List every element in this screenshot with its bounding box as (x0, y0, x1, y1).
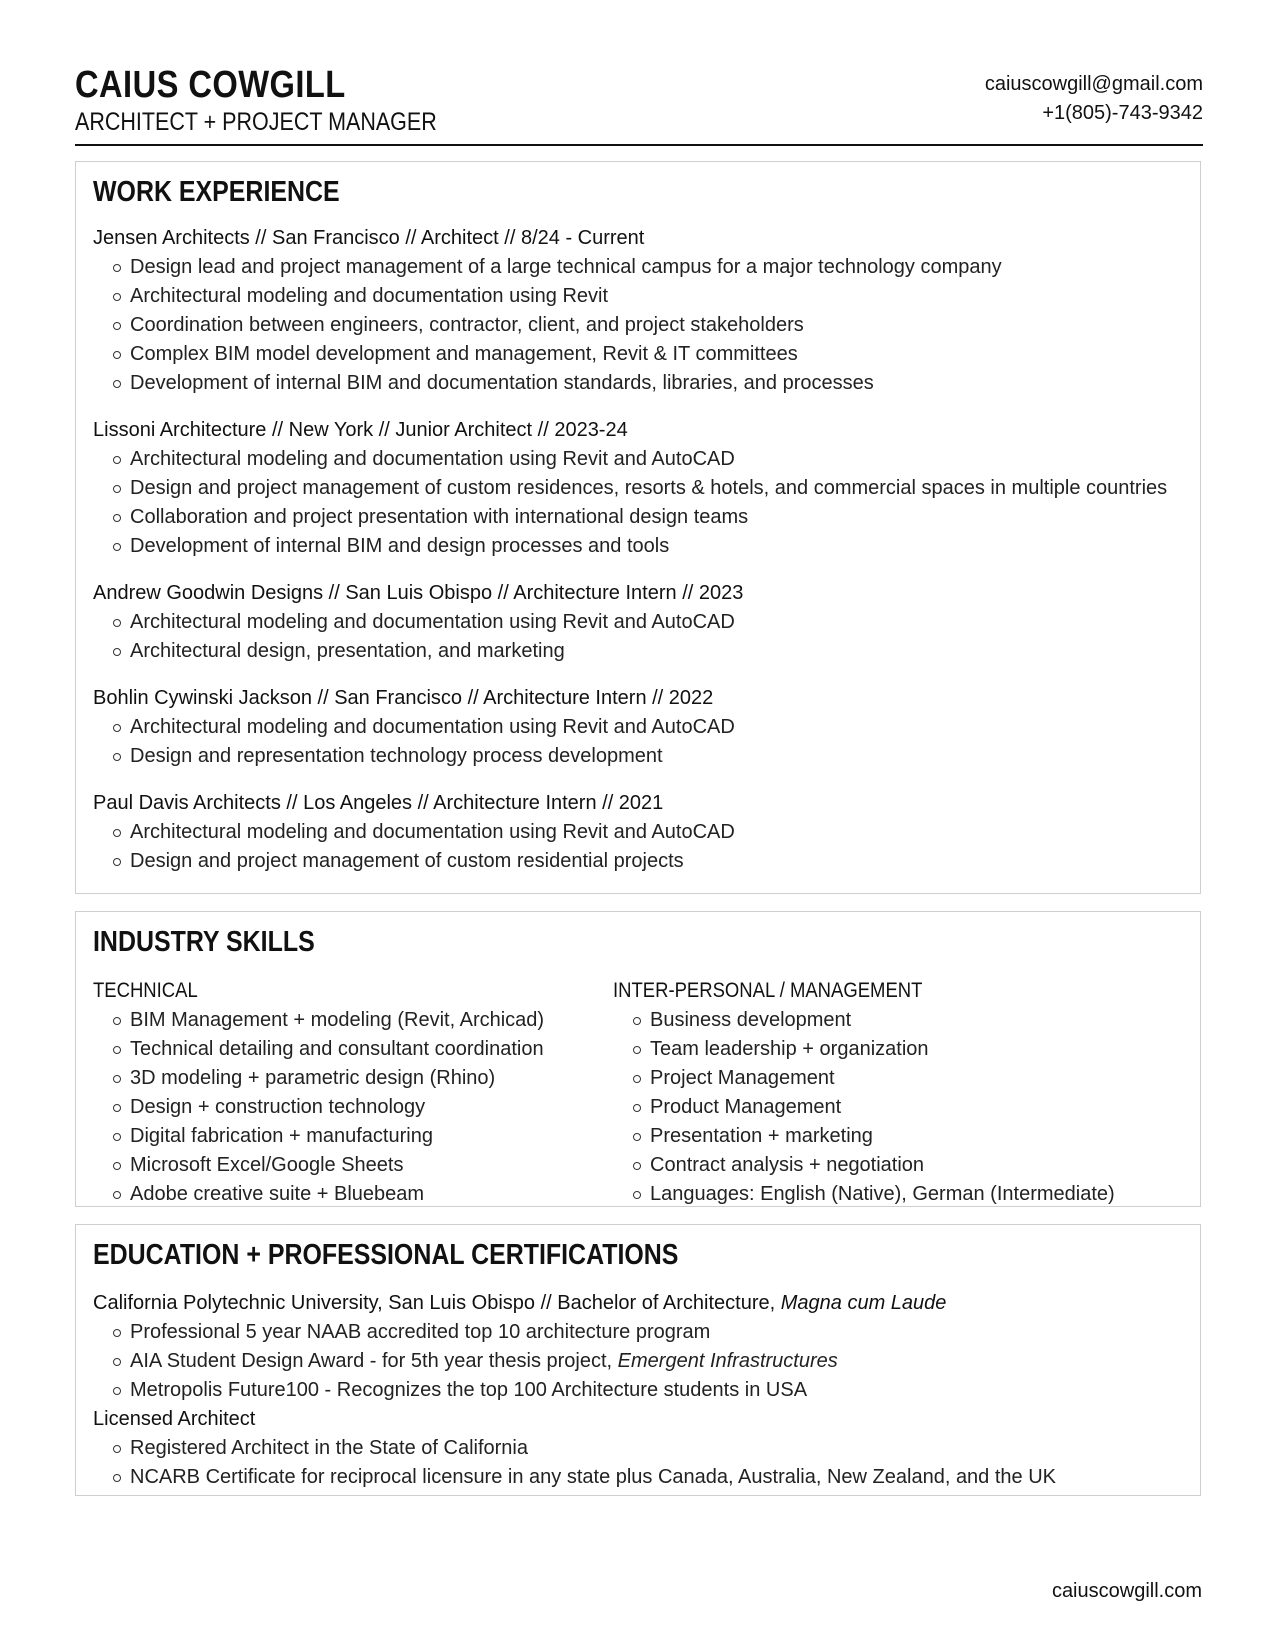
school-heading (93, 1289, 1183, 1318)
license-bullets (93, 1434, 1183, 1492)
resume-header (75, 64, 1203, 146)
list-item: Business development (613, 1006, 1161, 1035)
job-heading: Paul Davis Architects // Los Angeles // Architecture Intern // 2021 (93, 792, 664, 814)
list-item: Architectural design, presentation, and marketing (93, 637, 1183, 666)
school-bullets (93, 1318, 1183, 1405)
list-item: Adobe creative suite + Bluebeam (93, 1180, 641, 1209)
phone-number: +1(805)-743-9342 (1042, 102, 1203, 124)
technical-column (93, 976, 641, 1209)
school-honor: Magna cum Laude (780, 1292, 947, 1314)
list-item: Architectural modeling and documentation using Revit and AutoCAD (93, 818, 1183, 847)
list-item: Design and representation technology process development (93, 742, 1183, 771)
job-list (93, 224, 1183, 876)
job-bullets (93, 608, 1183, 666)
list-item: Presentation + marketing (613, 1122, 1161, 1151)
thesis-title: Emergent Infrastructures (617, 1350, 838, 1372)
list-item: Product Management (613, 1093, 1161, 1122)
section-title: EDUCATION + PROFESSIONAL CERTIFICATIONS (93, 1239, 679, 1271)
list-item: Languages: English (Native), German (Intermediate) (613, 1180, 1161, 1209)
list-item: Microsoft Excel/Google Sheets (93, 1151, 641, 1180)
list-item: Complex BIM model development and management, Revit & IT committees (93, 340, 1183, 369)
list-item: Digital fabrication + manufacturing (93, 1122, 641, 1151)
technical-skill-list (93, 1006, 641, 1209)
list-item: Contract analysis + negotiation (613, 1151, 1161, 1180)
skills-columns (93, 976, 1183, 1209)
list-item: Design and project management of custom residential projects (93, 847, 1183, 876)
list-item: Development of internal BIM and design processes and tools (93, 532, 1183, 561)
list-item: Coordination between engineers, contractor, client, and project stakeholders (93, 311, 1183, 340)
candidate-name: CAIUS COWGILL (75, 64, 346, 106)
school-heading-text: California Polytechnic University, San Luis Obispo // Bachelor of Architecture, (93, 1292, 781, 1314)
list-item: Development of internal BIM and documentation standards, libraries, and processes (93, 369, 1183, 398)
technical-heading: TECHNICAL (93, 979, 198, 1002)
license-heading: Licensed Architect (93, 1408, 256, 1430)
list-item: Design + construction technology (93, 1093, 641, 1122)
job-heading: Jensen Architects // San Francisco // Architect // 8/24 - Current (93, 227, 645, 249)
list-item: Design lead and project management of a large technical campus for a major technology company (93, 253, 1183, 282)
work-experience-section (75, 161, 1201, 894)
list-item: Registered Architect in the State of California (93, 1434, 1183, 1463)
list-item: Architectural modeling and documentation using Revit and AutoCAD (93, 445, 1183, 474)
job-entry (93, 789, 1183, 876)
list-item: Collaboration and project presentation with international design teams (93, 503, 1183, 532)
list-item: Architectural modeling and documentation using Revit and AutoCAD (93, 608, 1183, 637)
list-item (93, 1347, 1183, 1376)
job-heading: Lissoni Architecture // New York // Junior Architect // 2023-24 (93, 419, 628, 441)
list-item: Architectural modeling and documentation using Revit (93, 282, 1183, 311)
list-item: NCARB Certificate for reciprocal licensure in any state plus Canada, Australia, New Zealand, and the UK (93, 1463, 1183, 1492)
job-bullets (93, 818, 1183, 876)
job-heading: Bohlin Cywinski Jackson // San Francisco // Architecture Intern // 2022 (93, 687, 714, 709)
email-link[interactable]: caiuscowgill@gmail.com (984, 73, 1203, 95)
list-item: Architectural modeling and documentation using Revit and AutoCAD (93, 713, 1183, 742)
education-section (75, 1224, 1201, 1496)
list-item: Professional 5 year NAAB accredited top 10 architecture program (93, 1318, 1183, 1347)
management-skill-list (613, 1006, 1161, 1209)
section-title: WORK EXPERIENCE (93, 176, 340, 208)
job-bullets (93, 253, 1183, 398)
job-entry (93, 224, 1183, 398)
job-bullets (93, 713, 1183, 771)
candidate-title: ARCHITECT + PROJECT MANAGER (75, 108, 437, 136)
section-title: INDUSTRY SKILLS (93, 926, 315, 958)
job-entry (93, 684, 1183, 771)
job-heading: Andrew Goodwin Designs // San Luis Obispo // Architecture Intern // 2023 (93, 582, 744, 604)
website-link[interactable]: caiuscowgill.com (1051, 1580, 1202, 1602)
job-entry (93, 416, 1183, 561)
list-item: 3D modeling + parametric design (Rhino) (93, 1064, 641, 1093)
management-heading: INTER-PERSONAL / MANAGEMENT (613, 979, 923, 1002)
list-item: BIM Management + modeling (Revit, Archicad) (93, 1006, 641, 1035)
list-item-text: AIA Student Design Award - for 5th year thesis project, (130, 1350, 618, 1372)
job-bullets (93, 445, 1183, 561)
industry-skills-section (75, 911, 1201, 1207)
management-column (613, 976, 1161, 1209)
contact-block (985, 70, 1203, 128)
list-item: Project Management (613, 1064, 1161, 1093)
list-item: Team leadership + organization (613, 1035, 1161, 1064)
list-item: Design and project management of custom residences, resorts & hotels, and commercial spaces in multiple countries (93, 474, 1183, 503)
list-item: Metropolis Future100 - Recognizes the top 100 Architecture students in USA (93, 1376, 1183, 1405)
list-item: Technical detailing and consultant coordination (93, 1035, 641, 1064)
job-entry (93, 579, 1183, 666)
